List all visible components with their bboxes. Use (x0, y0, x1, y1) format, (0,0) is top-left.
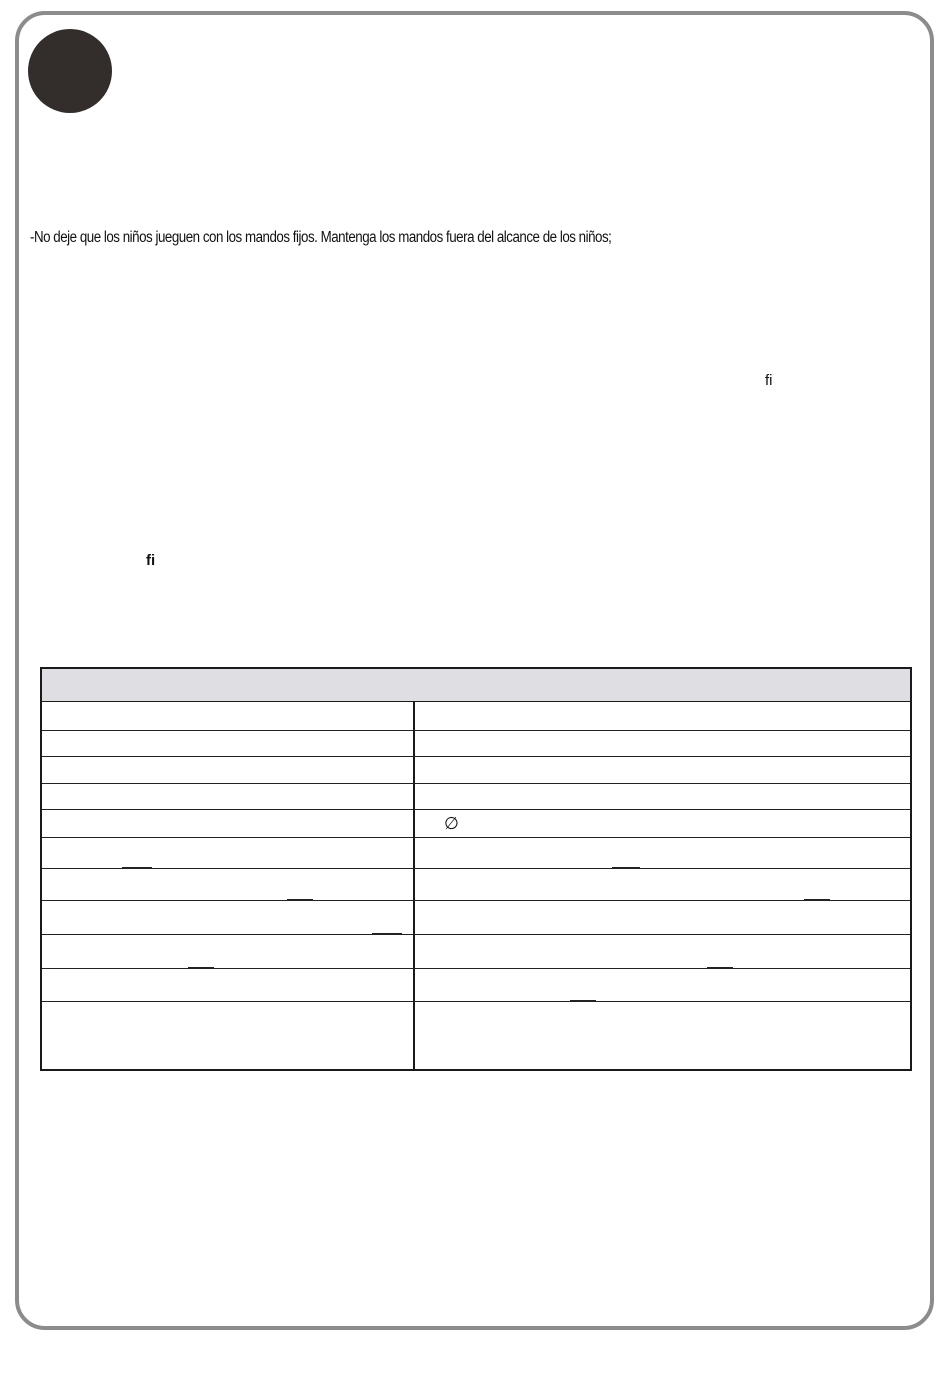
tick-mark (707, 967, 733, 968)
specifications-table (40, 667, 912, 1071)
tick-mark (372, 933, 402, 934)
table-row (42, 900, 910, 901)
tick-mark (804, 899, 830, 900)
table-row (42, 756, 910, 757)
table-row (42, 783, 910, 784)
fi-ligature-glyph-bold: fi (146, 552, 156, 569)
table-row (42, 730, 910, 731)
tick-mark (122, 867, 152, 868)
child-safety-warning: -No deje que los niños jueguen con los mandos fijos. Mantenga los mandos fuera del alcance de los niños; (30, 229, 612, 246)
table-row (42, 1001, 910, 1002)
tick-mark (570, 1000, 596, 1001)
fi-ligature-glyph: fi (765, 372, 773, 389)
table-row (42, 868, 910, 869)
tick-mark (287, 899, 313, 900)
diameter-symbol: ∅ (444, 814, 459, 833)
table-row (42, 809, 910, 810)
table-row (42, 934, 910, 935)
table-header (42, 669, 910, 702)
tick-mark (188, 967, 214, 968)
tick-mark (612, 867, 640, 868)
table-row (42, 968, 910, 969)
table-row (42, 837, 910, 838)
column-divider (413, 702, 415, 1069)
section-number-badge (28, 29, 112, 113)
